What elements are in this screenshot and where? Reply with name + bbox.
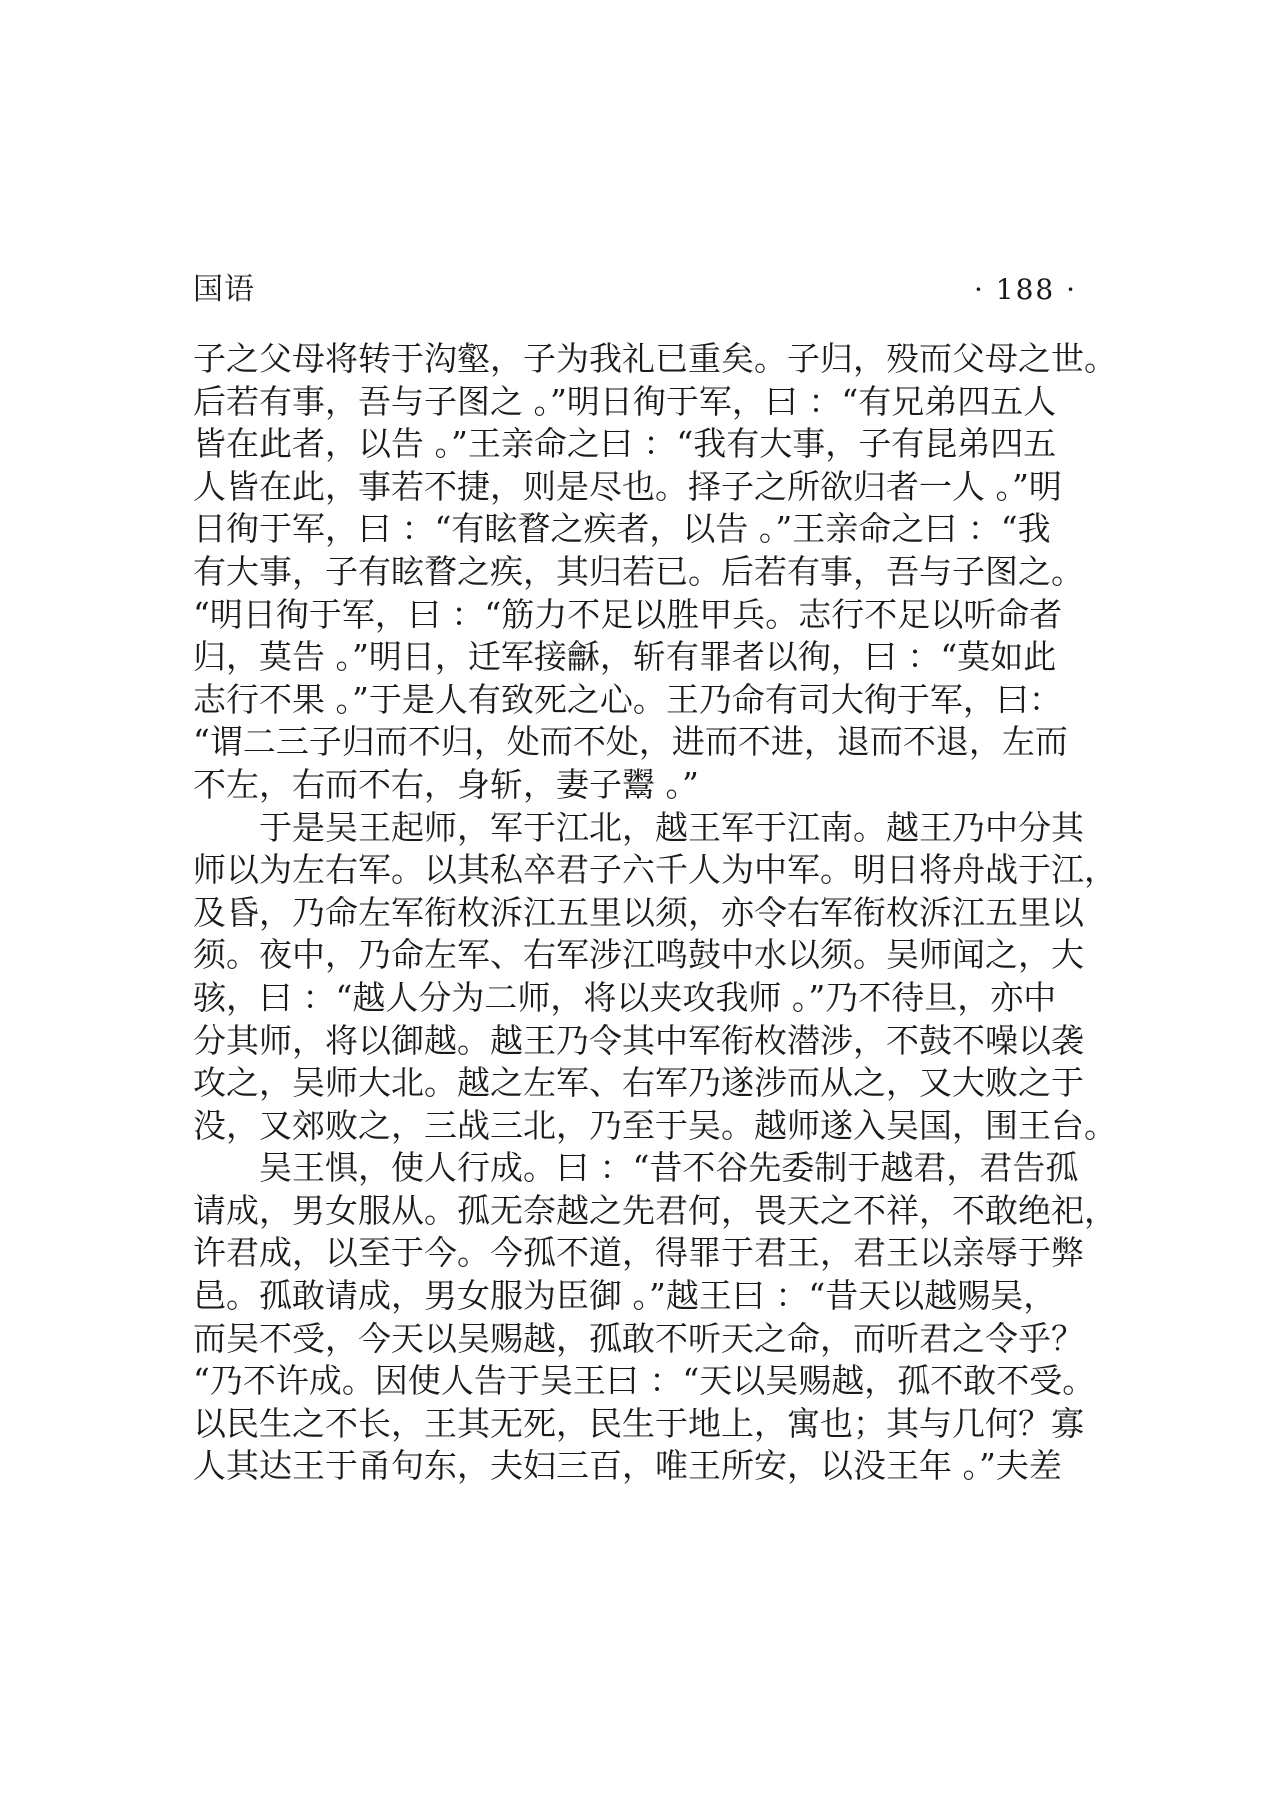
- text-line: 吴王惧，使人行成。曰 ：“昔不谷先委制于越君，君告孤: [259, 1148, 1079, 1188]
- text-line: 皆在此者，以告 。”王亲命之曰 ：“我有大事，子有昆弟四五: [193, 424, 1057, 464]
- text-line: 而吴不受，今天以吴赐越，孤敢不听天之命，而听君之令乎？: [193, 1318, 1084, 1358]
- text-line: 没，又郊败之，三战三北，乃至于吴。越师遂入吴国，围王台。: [193, 1105, 1117, 1145]
- text-line: 子之父母将转于沟壑，子为我礼已重矣。子归，殁而父母之世。: [193, 339, 1117, 378]
- text-line: 日徇于军，曰 ：“有眩瞀之疾者，以告 。”王亲命之曰 ：“我: [193, 509, 1051, 549]
- book-title: 国语: [193, 272, 255, 307]
- text-line: “明日徇于军，曰 ：“筋力不足以胜甲兵。志行不足以听命者: [193, 594, 1063, 634]
- text-line: 须。夜中，乃命左军、右军涉江鸣鼓中水以须。吴师闻之，大: [193, 935, 1084, 975]
- page-header: [193, 266, 1077, 314]
- text-line: 骇，曰 ：“越人分为二师，将以夹攻我师 。”乃不待旦，亦中: [193, 977, 1057, 1017]
- text-line: 邑。孤敢请成，男女服为臣御 。”越王曰 ：“昔天以越赐吴，: [193, 1276, 1057, 1316]
- body-text: [193, 338, 1117, 1488]
- text-line: 以民生之不长，王其无死，民生于地上，寓也；其与几何？寡: [193, 1403, 1084, 1443]
- text-line: 后若有事，吾与子图之 。”明日徇于军，曰 ：“有兄弟四五人: [193, 381, 1057, 421]
- text-line: 许君成，以至于今。今孤不道，得罪于君王，君王以亲辱于弊: [193, 1233, 1084, 1273]
- text-line: 攻之，吴师大北。越之左军、右军乃遂涉而从之，又大败之于: [193, 1063, 1084, 1103]
- text-line: 不左，右而不右，身斩，妻子鬻 。”: [193, 764, 699, 804]
- text-line: 及昏，乃命左军衔枚泝江五里以须，亦令右军衔枚泝江五里以: [193, 892, 1084, 932]
- text-line: “乃不许成。因使人告于吴王曰 ：“天以吴赐越，孤不敢不受。: [193, 1361, 1096, 1401]
- text-line: 请成，男女服从。孤无奈越之先君何，畏天之不祥，不敢绝祀，: [193, 1190, 1117, 1230]
- text-line: 人其达王于甬句东，夫妇三百，唯王所安，以没王年 。”夫差: [193, 1446, 1062, 1486]
- text-line: 于是吴王起师，军于江北，越王军于江南。越王乃中分其: [259, 807, 1084, 847]
- text-line: “谓二三子归而不归，处而不处，进而不进，退而不退，左而: [193, 722, 1068, 762]
- text-line: 人皆在此，事若不捷，则是尽也。择子之所欲归者一人 。”明: [193, 466, 1062, 506]
- text-line: 有大事，子有眩瞀之疾，其归若已。后若有事，吾与子图之。: [193, 551, 1084, 591]
- page-number: · 188 ·: [973, 273, 1077, 306]
- text-line: 志行不果 。”于是人有致死之心。王乃命有司大徇于军，曰：: [193, 679, 1062, 719]
- text-line: 师以为左右军。以其私卒君子六千人为中军。明日将舟战于江，: [193, 850, 1117, 890]
- text-line: 归，莫告 。”明日，迁军接龢，斩有罪者以徇，曰 ：“莫如此: [193, 637, 1057, 677]
- text-line: 分其师，将以御越。越王乃令其中军衔枚潜涉，不鼓不噪以袭: [193, 1020, 1084, 1060]
